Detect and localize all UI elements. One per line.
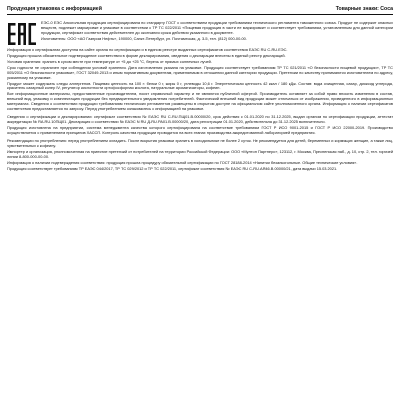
document-body: [7, 48, 393, 172]
manufacturer-paragraph: Изготовитель: ООО «АО Газпром Нефть», 190000, Санкт-Петербург, ул. Почтамтская, д. 3-5, тел. (812) 000-00-00.: [41, 35, 247, 41]
intro-text: [41, 21, 393, 47]
body-paragraph: Информация о сертификатах доступна на сайте органа по сертификации и в едином реестре выданных сертификатов соответствия ЕАЭС RU С-RU.ЕЭС.: [7, 47, 288, 52]
body-paragraph: Информация о наличии подтверждения соответствия: продукция прошла процедуру обязательной сертификации по ГОСТ 28188-2014 «Напитки безалкогольные. Общие технические условия».: [7, 159, 358, 165]
intro-section: [7, 21, 393, 47]
body-paragraph: Продукт может содержать следы аллергенов. Пищевая ценность на 100 г: белки 0 г, жиры 0 г, углеводы 10,6 г. Энергетическая ценность 42 ккал / 180 кДж. Состав: вода очищенная, сахар, диоксид углерода, краситель сахарный колер IV, регулятор кислотности ортофосфорная кислота, натуральные ароматизаторы, кофеин.: [7, 80, 393, 91]
body-paragraph: Продукция прошла обязательное подтверждение соответствия в форме декларирования, сведения о декларации внесены в единый реестр деклараций.: [7, 53, 286, 59]
body-paragraph: Условия хранения: хранить в сухом месте при температуре от +5 до +25 °С, беречь от прямых солнечных лучей.: [7, 59, 212, 65]
header-left-title: Продукция упаковка с информацией: [7, 6, 102, 12]
body-paragraph: Все информационные материалы, предоставленные производителем, носят справочный характер и не являются публичной офертой. Производитель оставляет за собой право вносить изменения в состав, внешний вид, упаковку и комплектацию продукции без предварительного уведомления потребителей. Фактический внешний вид продукции может отличаться от изображения, приведенного в информационных материалах. Сведения о соответствии продукции требованиям технических регламентов размещены в открытом доступе на официальном сайте уполномоченного органа. Информация о наличии сертификатов соответствия предоставляется по запросу. Перед употреблением ознакомьтесь с информацией на упаковке.: [7, 91, 393, 111]
body-paragraph: Рекомендации по употреблению: перед употреблением охладить. После вскрытия упаковки хранить в холодильнике не более 2 суток. Не рекомендуется для детей, беременных и кормящих женщин, а также лиц, чувствительных к кофеину.: [7, 138, 393, 148]
body-paragraph: Срок годности не ограничен при соблюдении условий хранения. Дата изготовления указана на упаковке. Продукция соответствует требованиям ТР ТС 021/2011 «О безопасности пищевой продукции», ТР ТС 005/2011 «О безопасности упаковки», ГОСТ 32049-2013 и иным нормативным документам, применяемым в отношении данной категории продукции. Претензии по качеству принимаются изготовителем по адресу, указанному на упаковке.: [7, 65, 393, 80]
body-paragraph: Продукция соответствует требованиям ТР ЕАЭС 044/2017, ТР ТС 029/2012 и ТР ТС 022/2011, сертификат соответствия № ЕАЭС RU С-RU.АЯ46.В.00000/21, дата выдачи 15.03.2021.: [7, 165, 338, 171]
body-paragraph: Сведения о сертификации и декларировании: сертификат соответствия № ЕАЭС RU С-RU.ПЩ01.В.00000/20, срок действия с 01.01.2020 по 31.12.2025, выдан органом по сертификации продукции, аттестат аккредитации № RA.RU.10ПЩ01. Декларация о соответствии № ЕАЭС N RU Д-RU.РА01.В.00000/20, дата регистрации 01.01.2020, действительна до 31.12.2025 включительно.: [7, 114, 393, 124]
eac-mark-icon: [7, 21, 37, 47]
body-paragraph: Продукция изготовлена на предприятии, система менеджмента качества которого сертифицирована на соответствие требованиям ГОСТ Р ИСО 9001-2015 и ГОСТ Р ИСО 22000-2019. Производство осуществляется с применением принципов ХАССП. Контроль качества продукции проводится на всех этапах производства аккредитованной лабораторией предприятия.: [7, 124, 393, 135]
intro-paragraph: ЕЭС-0 ЕЭС Алкогольная продукция сертифицирована по стандарту ГОСТ с соответствием продукции требованиям технического регламента таможенного союза. Продукт не содержит опасных веществ, подлежит маркировке и упаковке в соответствии с ТР ТС 022/2011 «Пищевая продукция в части ее маркировки» и соответствует требованиям, установленным для данной категории продукции, сертификат соответствия действителен до окончания срока действия указанного в документе.: [41, 20, 393, 35]
header-right-title: Товарные знаки: Coca: [335, 6, 393, 12]
page-header: [7, 6, 393, 15]
body-paragraph: Импортер и организация, уполномоченная на принятие претензий от потребителей на территории Российской Федерации: ООО «Мултон Партнерс», 123112, г. Москва, Пресненская наб., д. 10, стр. 2, тел. горячей линии 8-800-000-00-00.: [7, 148, 393, 159]
